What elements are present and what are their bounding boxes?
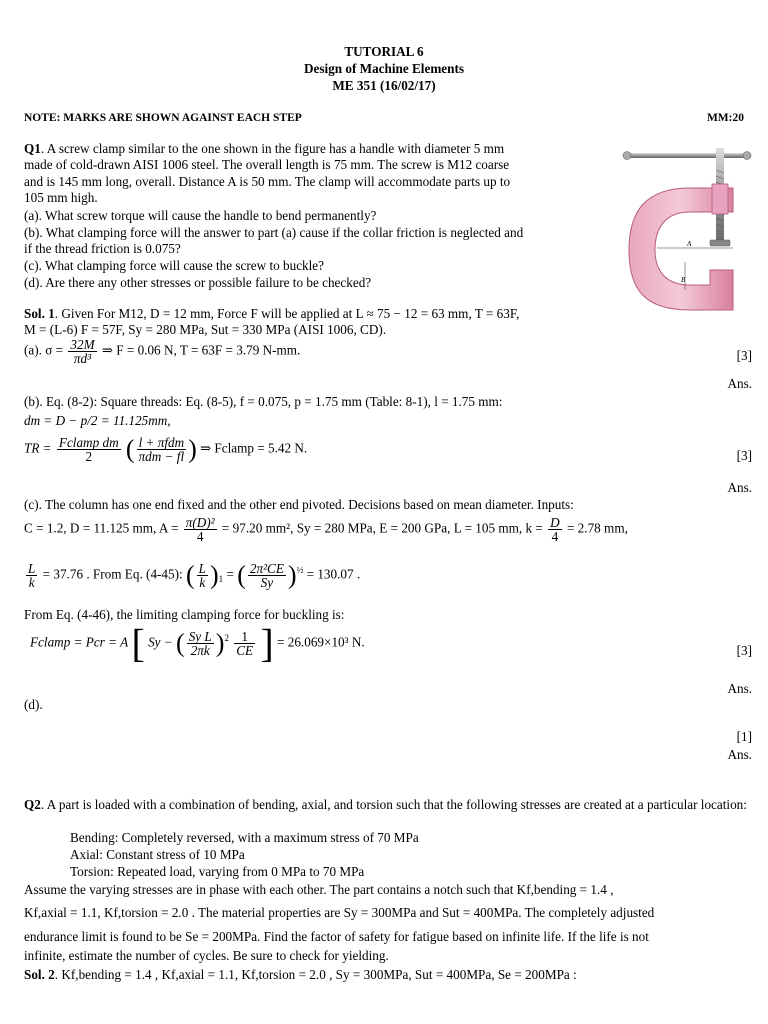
q1-line-4: 105 mm high. — [24, 190, 98, 205]
q2-para-1: Assume the varying stresses are in phase with each other. The part contains a notch such that Kf,bending = 1.4 , — [24, 882, 614, 897]
dim-label-b: B — [681, 276, 686, 284]
q2-torsion: Torsion: Repeated load, varying from 0 MPa to 70 MPa — [70, 864, 365, 879]
eq-dm: dm = D − p/2 = 11.125mm, — [24, 413, 171, 428]
q1-part-b: (b). What clamping force will the answer to part (a) cause if the collar friction is neglected and — [24, 225, 524, 240]
marks-a: [3] — [736, 348, 752, 363]
q2-axial: Axial: Constant stress of 10 MPa — [70, 847, 245, 862]
q1-part-c: (c). What clamping force will cause the screw to buckle? — [24, 258, 325, 273]
ans-c: Ans. — [727, 681, 752, 696]
swivel-pad — [710, 240, 730, 246]
q2-para-4: infinite, estimate the number of cycles. Be sure to check for yielding. — [24, 948, 389, 963]
ans-b: Ans. — [727, 480, 752, 495]
q1-line-2: made of cold-drawn AISI 1006 steel. The overall length is 75 mm. The screw is M12 coarse — [24, 157, 510, 172]
marks-b: [3] — [736, 448, 752, 463]
sol1-line-1: Sol. 1. Given For M12, D = 12 mm, Force F will be applied at L ≈ 75 − 12 = 63 mm, T = 63F, — [24, 306, 520, 321]
course-code: ME 351 (16/02/17) — [332, 78, 436, 93]
q2-label: Q2 — [24, 797, 41, 812]
q2-bending: Bending: Completely reversed, with a maximum stress of 70 MPa — [70, 830, 419, 845]
course-name: Design of Machine Elements — [303, 61, 465, 76]
tutorial-title: TUTORIAL 6 — [344, 44, 424, 59]
q1-line-1: Q1. A screw clamp similar to the one shown in the figure has a handle with diameter 5 mm — [24, 141, 505, 156]
max-marks: MM:20 — [706, 112, 744, 124]
eq-clamp-force: Fclamp = Pcr = A [ Sy − ( $\frac{\text{Sy L}}{2\pi k}$ )$^2$ $\frac{1}{CE}$ ] = 26.069×10³ N. — [30, 620, 365, 666]
q2-para-2: Kf,axial = 1.1, Kf,torsion = 2.0 . The material properties are Sy = 300MPa and Sut = 400MPa. The completely adjusted — [24, 905, 655, 920]
ans-d: Ans. — [727, 747, 752, 762]
c-clamp-figure — [615, 140, 755, 315]
sol1-b-line: (b). Eq. (8-2): Square threads: Eq. (8-5), f = 0.075, p = 1.75 mm (Table: 8-1), l = 1.75 mm: — [24, 394, 503, 409]
sol1-buckle-line: From Eq. (4-46), the limiting clamping force for buckling is: — [24, 607, 345, 622]
marks-d: [1] — [736, 729, 752, 744]
q2-intro: Q2. A part is loaded with a combination of bending, axial, and torsion such that the following stresses are created at a particular location: — [24, 797, 747, 812]
dim-label-a: A — [687, 240, 692, 248]
note: NOTE: MARKS ARE SHOWN AGAINST EACH STEP — [24, 112, 302, 124]
q1-part-a: (a). What screw torque will cause the handle to bend permanently? — [24, 208, 377, 223]
eq-column-inputs: C = 1.2, D = 11.125 mm, A = $\frac{\text{π(D)²}}{4}$ = 97.20 mm², Sy = 280 MPa, E = 200 GPa, L = 105 mm, k = $\frac{D}{4}$ = 2.78 mm, — [24, 515, 628, 544]
marks-c: [3] — [736, 643, 752, 658]
q1-part-b-cont: if the thread friction is 0.075? — [24, 241, 181, 256]
sol2-label: Sol. 2 — [24, 967, 55, 982]
q1-part-d: (d). Are there any other stresses or possible failure to be checked? — [24, 275, 372, 290]
eq-slenderness: $\frac{L}{k}$ = 37.76 . From Eq. (4-45): ( $\frac{L}{k}$ )$_1$ = ( $\frac{\text{2π²CE}}{Sy}$ )$^{\frac{1}{2}}$ = 130.07 . — [28, 560, 361, 590]
q1-label: Q1 — [24, 141, 41, 156]
handle-bar — [627, 153, 747, 158]
sol1-d-line: (d). — [24, 697, 43, 712]
eq-stress: (a). σ = $\frac{32M}{\text{πd³}}$ ⇒ F = 0.06 N, T = 63F = 3.79 N-mm. — [24, 337, 301, 366]
ans-a: Ans. — [727, 376, 752, 391]
sol1-line-2: M = (L-6) F = 57F, Sy = 280 MPa, Sut = 330 MPa (AISI 1006, CD). — [24, 322, 387, 337]
sol1-label: Sol. 1 — [24, 306, 55, 321]
q2-para-3: endurance limit is found to be Se = 200MPa. Find the factor of safety for fatigue based on infinite life. If the life is not — [24, 929, 649, 944]
sol1-c-line: (c). The column has one end fixed and the other end pivoted. Decisions based on mean diameter. Inputs: — [24, 497, 574, 512]
eq-torque: TR = $\frac{\text{Fclamp dm}}{2}$ ( $\frac{\text{l + πfdm}}{\text{πdm − fl}}$ ) ⇒ Fclamp = 5.42 N. — [24, 434, 308, 464]
q1-line-3: and is 145 mm long, overall. Distance A is 50 mm. The clamp will accommodate parts up to — [24, 174, 511, 189]
sol2-line: Sol. 2. Kf,bending = 1.4 , Kf,axial = 1.1, Kf,torsion = 2.0 , Sy = 300MPa, Sut = 400MPa, Se = 200MPa : — [24, 967, 577, 982]
